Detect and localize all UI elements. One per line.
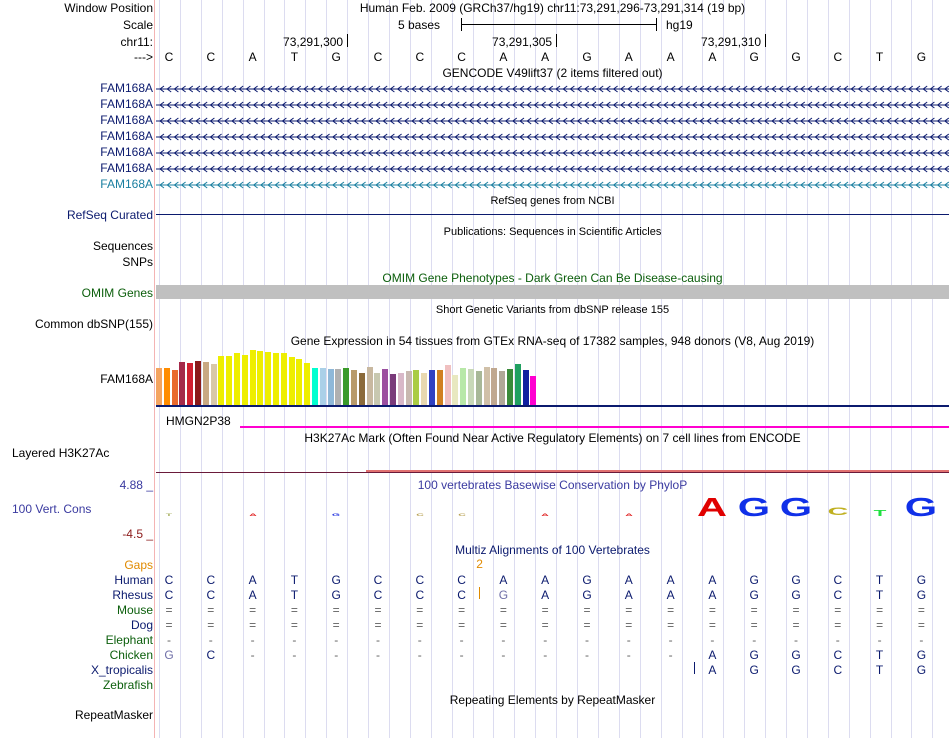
alignment-base: G: [331, 573, 341, 587]
alignment-base: =: [165, 603, 173, 617]
alignment-base: =: [416, 603, 424, 617]
alignment-base: G: [791, 573, 801, 587]
alignment-base: =: [290, 618, 298, 632]
scale-db: hg19: [666, 18, 693, 32]
ruler-tick-label: 73,291,305: [492, 35, 553, 49]
alignment-base: C: [164, 573, 174, 587]
alignment-base: =: [834, 603, 842, 617]
alignment-base: C: [833, 648, 843, 662]
alignment-base: -: [919, 633, 924, 647]
alignment-base: G: [916, 663, 927, 677]
gtex-tissue-bar[interactable]: [499, 371, 505, 405]
phylop-base-logo: G: [737, 491, 771, 522]
alignment-base: -: [626, 633, 631, 647]
reverse-strand-arrows-icon: [156, 180, 949, 189]
alignment-base: =: [834, 618, 842, 632]
gtex-tissue-bar[interactable]: [234, 353, 240, 405]
gencode-transcript[interactable]: [156, 147, 949, 157]
sequence-base: C: [415, 50, 425, 64]
gtex-tissue-bar[interactable]: [226, 356, 232, 405]
alignment-base: G: [916, 573, 927, 587]
alignment-base: -: [835, 633, 840, 647]
gencode-transcript[interactable]: [156, 131, 949, 141]
gtex-gene-line: [156, 405, 949, 407]
sequence-base: T: [290, 50, 299, 64]
gtex-tissue-bar[interactable]: [437, 370, 443, 405]
alignment-base: -: [250, 633, 255, 647]
alignment-base: G: [791, 648, 801, 662]
alignment-base: =: [792, 603, 800, 617]
sequence-base: A: [248, 50, 257, 64]
grid-line: [682, 0, 683, 738]
refseq-track-title: RefSeq genes from NCBI: [490, 195, 615, 207]
refseq-gene-line[interactable]: [156, 214, 949, 215]
alignment-base: =: [541, 603, 549, 617]
phylop-min: -4.5 _: [122, 527, 153, 541]
window-position-label: Window Position: [64, 1, 153, 15]
publications-track-title: Publications: Sequences in Scientific Articles: [443, 226, 662, 238]
gtex-tissue-bar[interactable]: [281, 353, 287, 405]
multiz-track-title: Multiz Alignments of 100 Vertebrates: [455, 543, 650, 557]
alignment-base: =: [792, 618, 800, 632]
alignment-base: -: [459, 633, 464, 647]
species-label[interactable]: X_tropicalis: [90, 663, 153, 677]
phylop-base-logo: A: [248, 512, 257, 518]
alignment-base: -: [292, 648, 297, 662]
h3k27ac-track-title: H3K27Ac Mark (Often Found Near Active Regulatory Elements) on 7 cell lines from ENCODE: [304, 431, 801, 445]
sequence-base: C: [206, 50, 216, 64]
alignment-base: =: [374, 618, 382, 632]
alignment-base: C: [206, 588, 216, 602]
reverse-strand-arrows-icon: [156, 116, 949, 125]
gtex-tissue-bar[interactable]: [242, 355, 248, 405]
reverse-strand-arrows-icon: [156, 100, 949, 109]
phylop-track-title: 100 vertebrates Basewise Conservation by PhyloP: [417, 478, 688, 492]
alignment-base: C: [206, 648, 216, 662]
alignment-base: C: [833, 663, 843, 677]
phylop-base-logo: G: [779, 491, 813, 522]
sequence-base: G: [331, 50, 341, 64]
alignment-base: =: [458, 603, 466, 617]
gtex-tissue-bar[interactable]: [273, 353, 279, 405]
gtex-tissue-bar[interactable]: [429, 370, 435, 405]
alignment-base: G: [791, 663, 801, 677]
alignment-base: =: [708, 618, 716, 632]
alignment-base: G: [916, 588, 927, 602]
alignment-base: =: [207, 618, 215, 632]
alignment-base: A: [624, 588, 633, 602]
phylop-base-logo: C: [827, 506, 849, 519]
sequence-base: C: [457, 50, 466, 64]
gtex-tissue-bar[interactable]: [195, 361, 201, 405]
grid-line: [765, 0, 766, 738]
gtex-tissue-bar[interactable]: [460, 368, 466, 405]
sequence-base: G: [791, 50, 801, 64]
alignment-base: -: [668, 633, 673, 647]
gtex-tissue-bar[interactable]: [445, 365, 451, 405]
gtex-track-label[interactable]: FAM168A: [100, 372, 153, 386]
gtex-tissue-bar[interactable]: [507, 369, 513, 405]
alignment-base: -: [376, 633, 380, 647]
alignment-base: C: [373, 588, 383, 602]
alignment-base: C: [457, 588, 466, 602]
alignment-base: G: [164, 648, 174, 662]
alignment-base: =: [876, 603, 884, 617]
alignment-base: -: [585, 648, 589, 662]
alignment-base: G: [749, 663, 759, 677]
alignment-base: A: [708, 588, 717, 602]
h3k27ac-track-label[interactable]: Layered H3K27Ac: [12, 446, 110, 460]
alignment-base: =: [249, 603, 257, 617]
gencode-track-label[interactable]: FAM168A: [100, 177, 153, 191]
dbsnp-track-label[interactable]: Common dbSNP(155): [34, 317, 153, 331]
alignment-base: G: [582, 573, 592, 587]
alignment-base: -: [334, 633, 339, 647]
sequence-base: G: [916, 50, 927, 64]
gtex-tissue-bar[interactable]: [351, 370, 357, 405]
alignment-base: A: [248, 573, 257, 587]
alignment-base: C: [415, 588, 425, 602]
alignment-base: C: [457, 573, 466, 587]
h3k27ac-signal-dark: [156, 472, 949, 473]
sequence-base: T: [875, 50, 884, 64]
ruler-tick: [765, 34, 766, 47]
alignment-base: C: [164, 588, 174, 602]
alignment-base: =: [249, 618, 257, 632]
alignment-base: C: [206, 573, 216, 587]
alignment-base: A: [541, 573, 550, 587]
species-label[interactable]: Mouse: [116, 603, 153, 617]
sequence-base: A: [541, 50, 550, 64]
repeatmasker-track-title: Repeating Elements by RepeatMasker: [449, 693, 656, 707]
gtex-tissue-bar[interactable]: [164, 368, 170, 405]
xtrop-insert-mark: [694, 662, 695, 674]
gencode-track-label[interactable]: FAM168A: [100, 81, 153, 95]
gtex-tissue-bar[interactable]: [390, 374, 396, 405]
gaps-label[interactable]: Gaps: [124, 558, 153, 572]
grid-line: [640, 0, 641, 738]
grid-line: [932, 0, 933, 738]
alignment-base: -: [250, 648, 255, 662]
track-labels: [0, 0, 155, 738]
scale-text: 5 bases: [398, 18, 441, 32]
gtex-tissue-bar[interactable]: [468, 369, 474, 405]
alignment-base: -: [794, 633, 798, 647]
phylop-base-logo: A: [541, 512, 549, 518]
species-label[interactable]: Elephant: [105, 633, 153, 647]
grid-line: [556, 0, 557, 738]
alignment-base: T: [875, 588, 884, 602]
species-label[interactable]: Rhesus: [112, 588, 153, 602]
alignment-base: =: [416, 618, 424, 632]
gencode-track-label[interactable]: FAM168A: [100, 161, 153, 175]
sequence-base: A: [708, 50, 717, 64]
alignment-base: -: [877, 633, 882, 647]
alignment-base: G: [331, 588, 341, 602]
ruler-tick: [347, 34, 348, 47]
gaps-mark: 2: [476, 557, 483, 571]
assembly-position-text: Human Feb. 2009 (GRCh37/hg19) chr11:73,291,296-73,291,314 (19 bp): [359, 1, 746, 15]
gtex-tissue-bar[interactable]: [257, 351, 263, 405]
scale-label: Scale: [122, 18, 153, 32]
reverse-strand-arrows-icon: [156, 84, 949, 93]
alignment-base: G: [498, 588, 509, 602]
grid-line: [389, 0, 390, 738]
sequence-base: A: [499, 50, 508, 64]
alignment-base: -: [543, 633, 548, 647]
reverse-strand-arrows-icon: [156, 164, 949, 173]
gtex-tissue-bar[interactable]: [250, 350, 256, 405]
phylop-base-logo: A: [625, 512, 633, 518]
alignment-base: C: [415, 573, 425, 587]
alignment-base: A: [666, 588, 675, 602]
alignment-base: A: [708, 648, 717, 662]
alignment-base: =: [332, 603, 340, 617]
gtex-tissue-bar[interactable]: [382, 369, 388, 405]
gtex-tissue-bar[interactable]: [398, 373, 404, 405]
alignment-base: =: [917, 618, 925, 632]
alignment-base: -: [292, 633, 297, 647]
alignment-base: =: [165, 618, 173, 632]
alignment-base: C: [373, 573, 383, 587]
alignment-base: T: [875, 573, 884, 587]
omim-track-title: OMIM Gene Phenotypes - Dark Green Can Be Disease-causing: [382, 271, 723, 285]
phylop-max: 4.88 _: [119, 478, 153, 492]
alignment-base: A: [708, 573, 717, 587]
gencode-transcript[interactable]: [156, 99, 949, 109]
alignment-base: =: [207, 603, 215, 617]
alignment-base: A: [708, 663, 717, 677]
gencode-transcript[interactable]: [156, 163, 949, 173]
phylop-base-logo: A: [697, 491, 728, 522]
sequence-base: C: [833, 50, 843, 64]
alignment-base: G: [749, 648, 759, 662]
species-label[interactable]: Zebrafish: [102, 678, 153, 692]
alignment-base: G: [791, 588, 801, 602]
reverse-strand-arrows-icon: [156, 148, 949, 157]
alignment-base: =: [374, 603, 382, 617]
h3k27ac-signal-red: [366, 470, 949, 472]
sequence-base: A: [624, 50, 633, 64]
grid-line: [723, 0, 724, 738]
hmgn-gene-line[interactable]: [240, 426, 949, 428]
gtex-tissue-bar[interactable]: [187, 363, 193, 405]
alignment-base: A: [624, 573, 633, 587]
alignment-base: T: [875, 663, 884, 677]
gencode-track-label[interactable]: FAM168A: [100, 129, 153, 143]
gtex-tissue-bar[interactable]: [328, 369, 334, 405]
alignment-base: -: [710, 633, 715, 647]
alignment-base: A: [541, 588, 550, 602]
sequence-base: A: [666, 50, 675, 64]
gtex-tissue-bar[interactable]: [156, 368, 162, 405]
sequence-base: C: [164, 50, 174, 64]
chrom-label: chr11:: [120, 35, 153, 49]
publications-snps-label[interactable]: SNPs: [122, 255, 153, 269]
phylop-base-logo: T: [165, 512, 173, 518]
gencode-transcript[interactable]: [156, 115, 949, 125]
alignment-base: =: [625, 603, 633, 617]
alignment-base: C: [833, 573, 843, 587]
ruler-tick-label: 73,291,310: [701, 35, 762, 49]
alignment-base: =: [667, 618, 675, 632]
alignment-base: =: [876, 618, 884, 632]
gtex-tissue-bar[interactable]: [374, 373, 380, 405]
phylop-base-logo: G: [905, 491, 938, 522]
gtex-tissue-bar[interactable]: [203, 362, 209, 405]
alignment-base: -: [334, 648, 339, 662]
alignment-base: G: [749, 588, 759, 602]
gtex-tissue-bar[interactable]: [320, 368, 326, 405]
species-label[interactable]: Human: [114, 573, 153, 587]
alignment-base: -: [668, 648, 673, 662]
gtex-tissue-bar[interactable]: [523, 370, 529, 405]
alignment-base: T: [875, 648, 884, 662]
gtex-tissue-bar[interactable]: [312, 368, 318, 405]
gtex-tissue-bar[interactable]: [343, 368, 349, 405]
gtex-track-title: Gene Expression in 54 tissues from GTEx RNA-seq of 17382 samples, 948 donors (V8, Aug 2019): [290, 334, 815, 348]
alignment-base: G: [916, 648, 927, 662]
publications-sequences-label[interactable]: Sequences: [92, 239, 153, 253]
gtex-tissue-bar[interactable]: [211, 364, 217, 405]
alignment-base: A: [499, 573, 508, 587]
alignment-base: =: [750, 618, 758, 632]
alignment-base: -: [208, 633, 213, 647]
grid-line: [807, 0, 808, 738]
ruler-tick: [556, 34, 557, 47]
gtex-tissue-bar[interactable]: [406, 371, 412, 405]
species-label[interactable]: Dog: [130, 618, 153, 632]
gtex-tissue-bar[interactable]: [413, 370, 419, 405]
gtex-tissue-bar[interactable]: [218, 356, 224, 405]
phylop-label[interactable]: 100 Vert. Cons: [12, 502, 92, 516]
sequence-base: G: [749, 50, 759, 64]
alignment-base: =: [917, 603, 925, 617]
refseq-track-label[interactable]: RefSeq Curated: [66, 208, 153, 222]
species-label[interactable]: Chicken: [109, 648, 153, 662]
repeatmasker-track-label[interactable]: RepeatMasker: [74, 708, 153, 722]
phylop-base-logo: T: [873, 508, 886, 518]
scale-bar: [461, 24, 657, 25]
gtex-tissue-bar[interactable]: [265, 352, 271, 405]
gtex-tissue-bar[interactable]: [491, 368, 497, 405]
gtex-tissue-bar[interactable]: [530, 376, 536, 405]
alignment-base: T: [290, 588, 299, 602]
ruler-tick-label: 73,291,300: [283, 35, 344, 49]
alignment-base: -: [543, 648, 548, 662]
phylop-base-logo: G: [332, 512, 341, 518]
gtex-tissue-bar[interactable]: [335, 369, 341, 405]
alignment-base: C: [833, 588, 843, 602]
gtex-tissue-bar[interactable]: [421, 373, 427, 405]
alignment-base: =: [499, 603, 507, 617]
alignment-base: =: [332, 618, 340, 632]
phylop-base-logo: C: [416, 512, 424, 518]
alignment-base: -: [626, 648, 631, 662]
reverse-strand-arrows-icon: [156, 132, 949, 141]
grid-line: [431, 0, 432, 738]
alignment-base: G: [749, 573, 759, 587]
alignment-base: -: [752, 633, 757, 647]
alignment-base: -: [167, 633, 171, 647]
alignment-base: T: [290, 573, 299, 587]
alignment-base: -: [417, 648, 422, 662]
dbsnp-track-title: Short Genetic Variants from dbSNP release 155: [435, 304, 670, 316]
gencode-transcript[interactable]: [156, 179, 949, 189]
gtex-tissue-bar[interactable]: [179, 362, 185, 405]
gencode-track-title: GENCODE V49lift37 (2 items filtered out): [442, 66, 663, 80]
gencode-track-label[interactable]: FAM168A: [100, 113, 153, 127]
alignment-base: =: [290, 603, 298, 617]
gtex-tissue-bar[interactable]: [484, 367, 490, 405]
gtex-tissue-bar[interactable]: [476, 371, 482, 405]
alignment-base: G: [582, 588, 592, 602]
alignment-base: -: [501, 633, 506, 647]
sequence-base: G: [582, 50, 592, 64]
alignment-base: =: [583, 618, 591, 632]
hmgn-gene-label[interactable]: HMGN2P38: [166, 414, 231, 428]
alignment-base: -: [585, 633, 589, 647]
alignment-base: =: [583, 603, 591, 617]
alignment-base: -: [459, 648, 464, 662]
strand-label: --->: [134, 50, 153, 64]
gtex-tissue-bar[interactable]: [296, 359, 302, 405]
alignment-base: =: [750, 603, 758, 617]
phylop-base-logo: C: [457, 512, 466, 518]
alignment-base: -: [501, 648, 506, 662]
alignment-base: A: [248, 588, 257, 602]
alignment-base: =: [458, 618, 466, 632]
gtex-tissue-bar[interactable]: [367, 367, 373, 405]
alignment-base: =: [708, 603, 716, 617]
alignment-base: =: [667, 603, 675, 617]
gencode-track-label[interactable]: FAM168A: [100, 97, 153, 111]
rhesus-insert-mark: [479, 587, 480, 599]
grid-line: [598, 0, 599, 738]
grid-line: [849, 0, 850, 738]
alignment-base: =: [541, 618, 549, 632]
scale-bar-left-tick: [461, 18, 462, 31]
alignment-base: -: [417, 633, 422, 647]
gencode-track-label[interactable]: FAM168A: [100, 145, 153, 159]
omim-gene-bar[interactable]: [156, 285, 949, 299]
gtex-tissue-bar[interactable]: [515, 364, 521, 405]
alignment-base: =: [625, 618, 633, 632]
alignment-base: A: [666, 573, 675, 587]
gtex-tissue-bar[interactable]: [452, 375, 458, 405]
sequence-base: C: [373, 50, 383, 64]
gencode-transcript[interactable]: [156, 83, 949, 93]
scale-bar-right-tick: [656, 18, 657, 31]
gtex-tissue-bar[interactable]: [304, 363, 310, 405]
gtex-tissue-bar[interactable]: [172, 370, 178, 405]
grid-line: [891, 0, 892, 738]
alignment-base: =: [499, 618, 507, 632]
omim-track-label[interactable]: OMIM Genes: [81, 286, 153, 300]
gtex-tissue-bar[interactable]: [359, 373, 365, 405]
gtex-tissue-bar[interactable]: [289, 357, 295, 405]
alignment-base: -: [376, 648, 380, 662]
